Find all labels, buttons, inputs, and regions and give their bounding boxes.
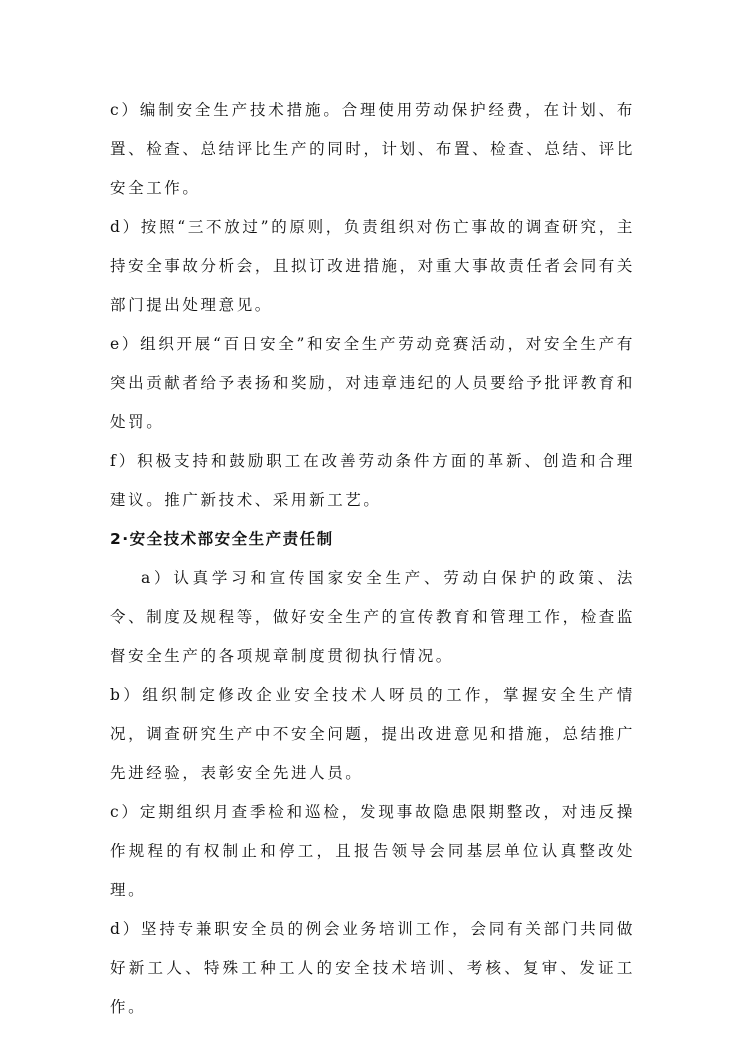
- section-paragraph-d: d）坚持专兼职安全员的例会业务培训工作，会同有关部门共同做好新工人、特殊工种工人的安全技术培训、考核、复审、发证工作。: [110, 920, 635, 1016]
- section-paragraph-b: b）组织制定修改企业安全技术人呀员的工作，掌握安全生产情况，调查研究生产中不安全问题，提出改进意见和措施，总结推广先进经验，表彰安全先进人员。: [110, 686, 635, 782]
- section-paragraph-c: c）定期组织月查季检和巡检，发现事故隐患限期整改，对违反操作规程的有权制止和停工，且报告领导会同基层单位认真整改处理。: [110, 803, 635, 899]
- paragraph-f-innovation: f）积极支持和鼓励职工在改善劳动条件方面的革新、创造和合理建议。推广新技术、采用新工艺。: [110, 452, 635, 509]
- paragraph-c-measures: c）编制安全生产技术措施。合理使用劳动保护经费，在计划、布置、检查、总结评比生产的同时，计划、布置、检查、总结、评比安全工作。: [110, 101, 635, 197]
- section-paragraph-a: a）认真学习和宣传国家安全生产、劳动白保护的政策、法令、制度及规程等，做好安全生产的宣传教育和管理工作，检查监督安全生产的各项规章制度贯彻执行情况。: [110, 569, 635, 665]
- paragraph-d-accident-investigation: d）按照“三不放过”的原则，负责组织对伤亡事故的调查研究，主持安全事故分析会，且拟订改进措施，对重大事故责任者会同有关部门提出处理意见。: [110, 218, 635, 314]
- section-heading: 2·安全技术部安全生产责任制: [110, 530, 334, 548]
- paragraph-e-safety-campaign: e）组织开展“百日安全”和安全生产劳动竞赛活动，对安全生产有突出贡献者给予表扬和奖励，对违章违纪的人员要给予批评教育和处罚。: [110, 335, 635, 431]
- document-body: [110, 91, 635, 1027]
